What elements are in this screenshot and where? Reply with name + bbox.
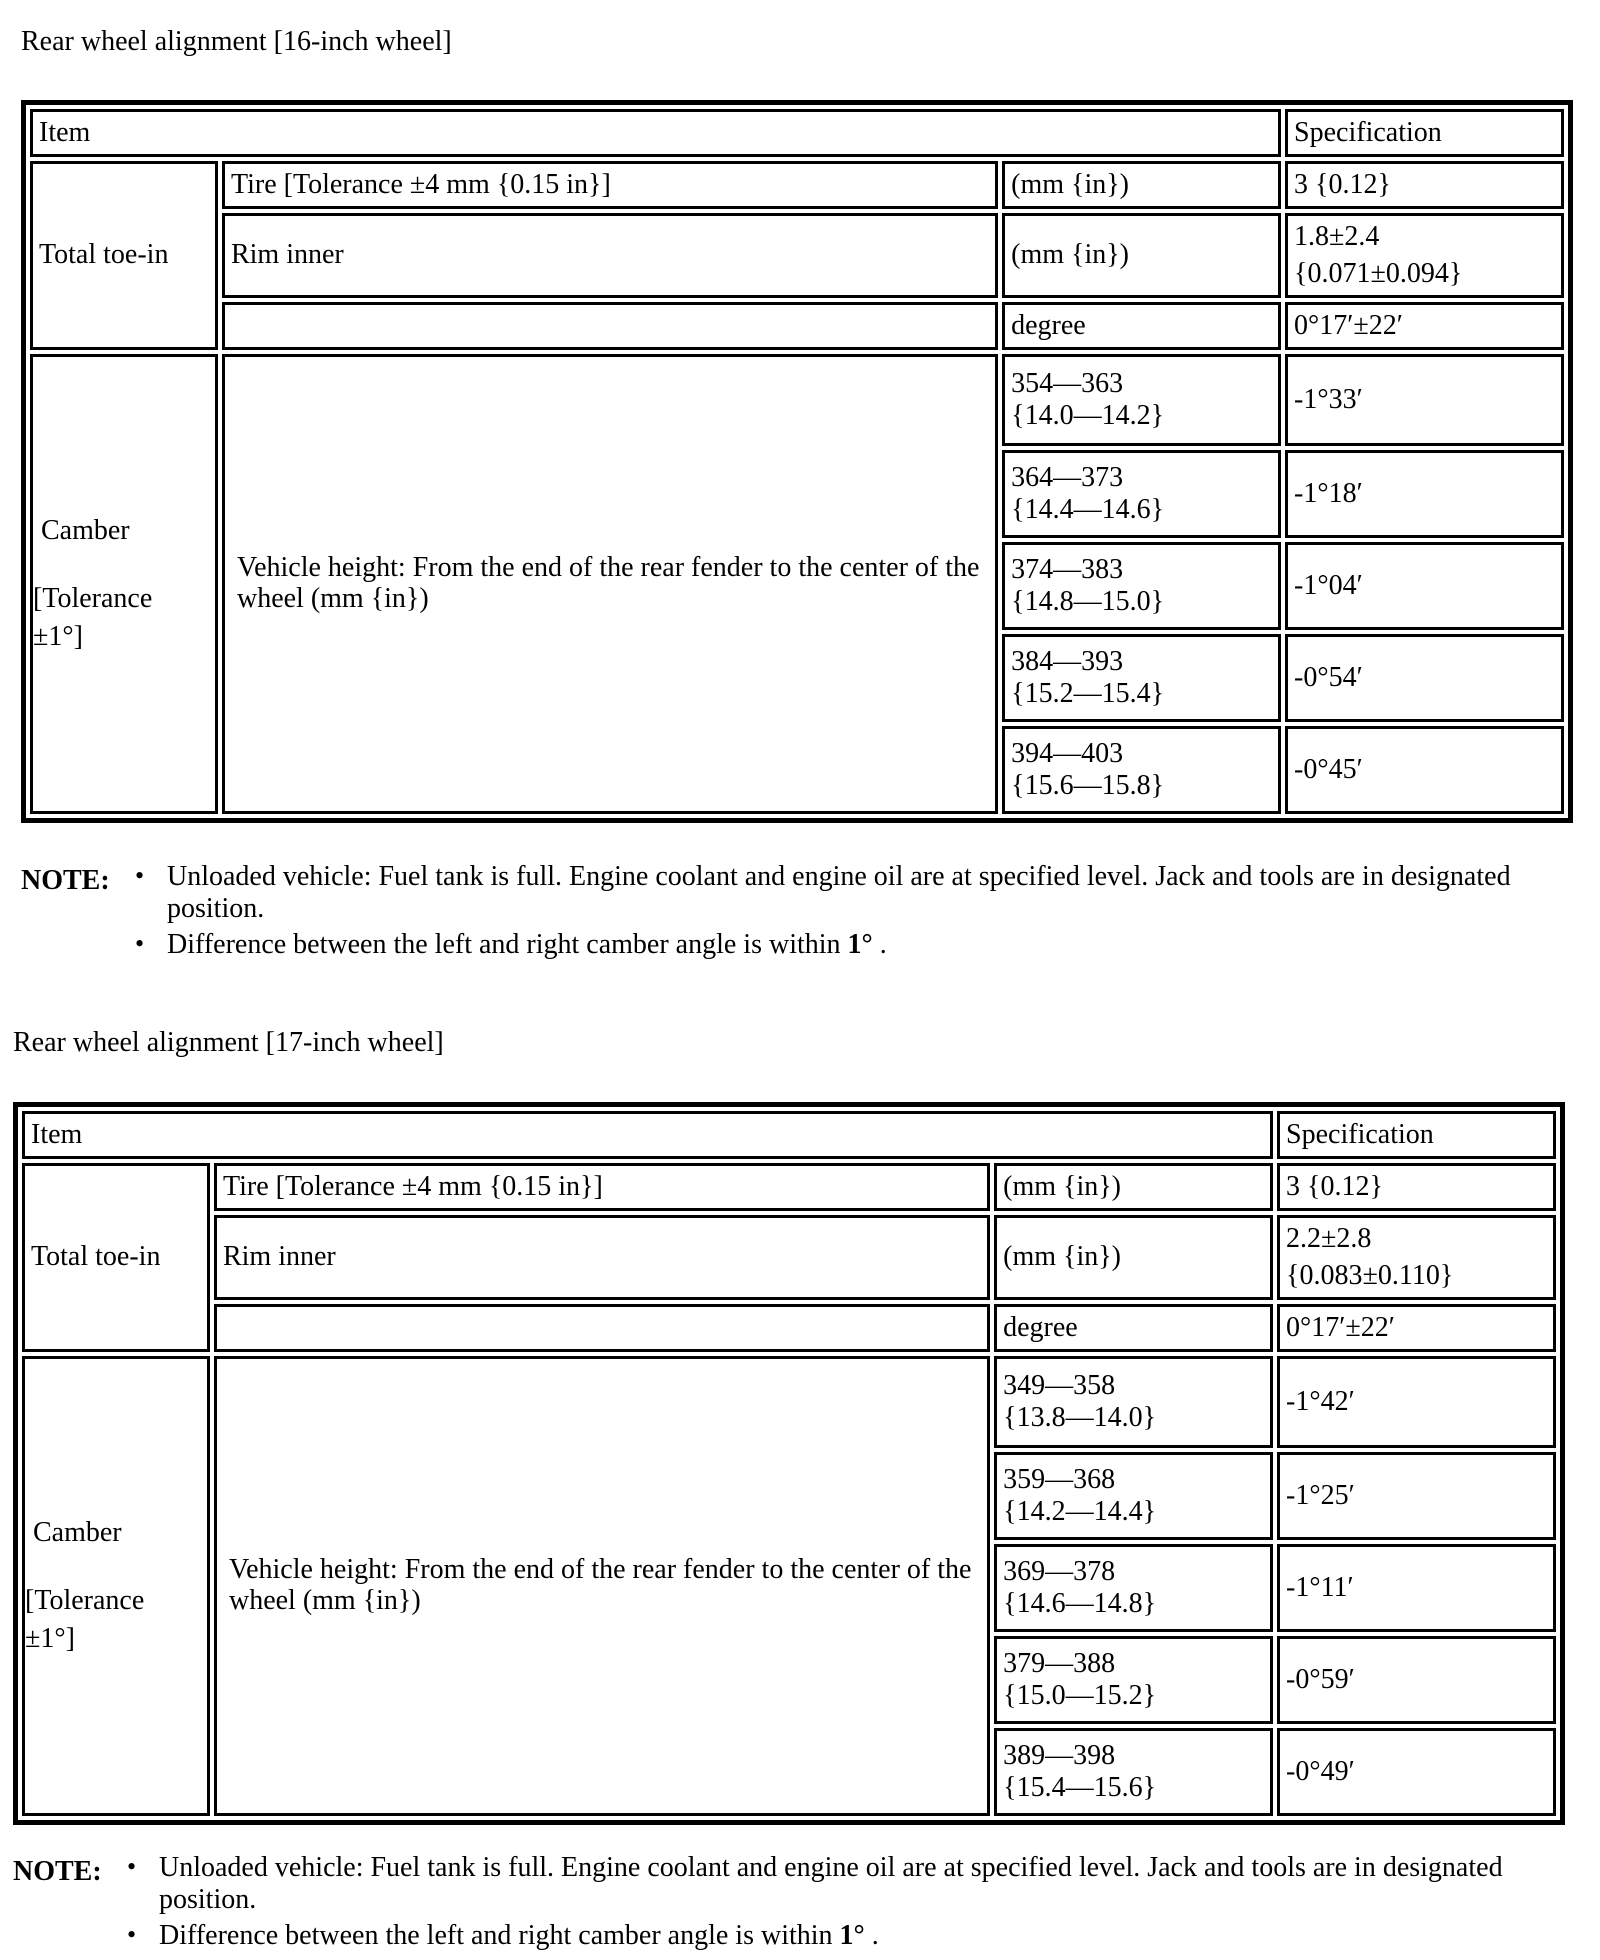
height-mm: 359—368 [1003, 1463, 1116, 1495]
tire-item: Tire [Tolerance ±4 mm {0.15 in}] [214, 1163, 990, 1211]
camber-height [994, 1544, 1273, 1632]
camber-height [1002, 634, 1281, 722]
tire-unit: (mm {in}) [1002, 161, 1281, 209]
note-text: Difference between the left and right camber angle is within [167, 929, 848, 961]
camber-spec: -1°04′ [1285, 542, 1564, 630]
note-text: Difference between the left and right camber angle is within [159, 1920, 840, 1952]
height-in: {15.4—15.6} [1003, 1771, 1157, 1803]
tire-spec: 3 {0.12} [1285, 161, 1564, 209]
rim-item: Rim inner [214, 1215, 990, 1301]
height-mm: 379—388 [1003, 1647, 1116, 1679]
camber-spec: -0°59′ [1277, 1636, 1556, 1724]
note-bullet-1: • Unloaded vehicle: Fuel tank is full. Engine coolant and engine oil are at specified level. Jack and tools are in designated position. [167, 861, 1591, 925]
camber-height [994, 1636, 1273, 1724]
camber-label-cell [30, 354, 218, 814]
camber-tolerance: [Tolerance ±1°] [33, 583, 153, 652]
camber-spec: -1°25′ [1277, 1452, 1556, 1540]
degree-spec: 0°17′±22′ [1285, 302, 1564, 350]
camber-height [994, 1452, 1273, 1540]
height-mm: 354—363 [1011, 367, 1124, 399]
header-specification: Specification [1285, 109, 1564, 157]
note-end: . [864, 1920, 879, 1952]
header-specification: Specification [1277, 1111, 1556, 1159]
degree-spec: 0°17′±22′ [1277, 1304, 1556, 1352]
camber-spec: -0°45′ [1285, 726, 1564, 814]
camber-label-cell [22, 1356, 210, 1816]
camber-spec: -0°54′ [1285, 634, 1564, 722]
camber-description [214, 1356, 990, 1816]
height-in: {14.8—15.0} [1011, 585, 1165, 617]
height-in: {15.2—15.4} [1011, 677, 1165, 709]
section-title: Rear wheel alignment [17-inch wheel] [13, 1027, 444, 1058]
camber-height [1002, 450, 1281, 538]
rim-spec [1277, 1215, 1556, 1301]
camber-height [994, 1356, 1273, 1448]
height-in: {14.2—14.4} [1003, 1495, 1157, 1527]
camber-description-text: Vehicle height: From the end of the rear fender to the center of the wheel (mm {in}) [236, 552, 980, 614]
height-mm: 384—393 [1011, 645, 1124, 677]
camber-height [1002, 542, 1281, 630]
header-item: Item [22, 1111, 1273, 1159]
camber-description [222, 354, 998, 814]
camber-spec: -1°18′ [1285, 450, 1564, 538]
rim-spec [1285, 213, 1564, 299]
degree-unit: degree [1002, 302, 1281, 350]
camber-height [1002, 354, 1281, 446]
camber-label: Camber [41, 515, 130, 547]
rim-unit: (mm {in}) [994, 1215, 1273, 1301]
height-in: {13.8—14.0} [1003, 1401, 1157, 1433]
camber-spec: -1°42′ [1277, 1356, 1556, 1448]
degree-item [214, 1304, 990, 1352]
rim-item: Rim inner [222, 213, 998, 299]
note [13, 1852, 1583, 1957]
height-in: {14.6—14.8} [1003, 1587, 1157, 1619]
note [21, 861, 1591, 966]
height-in: {15.6—15.8} [1011, 769, 1165, 801]
note-bullet-2 [159, 1920, 1583, 1952]
alignment-table [21, 100, 1573, 823]
camber-spec: -1°11′ [1277, 1544, 1556, 1632]
note-bullet-1: • Unloaded vehicle: Fuel tank is full. Engine coolant and engine oil are at specified level. Jack and tools are in designated position. [159, 1852, 1583, 1916]
note-bold: 1° [847, 929, 873, 961]
tire-item: Tire [Tolerance ±4 mm {0.15 in}] [222, 161, 998, 209]
height-mm: 369—378 [1003, 1555, 1116, 1587]
rim-unit: (mm {in}) [1002, 213, 1281, 299]
total-toe-in-label: Total toe-in [30, 161, 218, 350]
height-mm: 364—373 [1011, 461, 1124, 493]
section-title: Rear wheel alignment [16-inch wheel] [21, 26, 452, 57]
note-label: NOTE: [21, 865, 110, 896]
height-in: {14.0—14.2} [1011, 399, 1165, 431]
tire-spec: 3 {0.12} [1277, 1163, 1556, 1211]
total-toe-in-label: Total toe-in [22, 1163, 210, 1352]
rim-spec-in: {0.071±0.094} [1294, 258, 1463, 290]
height-mm: 394—403 [1011, 737, 1124, 769]
degree-item [222, 302, 998, 350]
alignment-table [13, 1102, 1565, 1825]
note-end: . [872, 929, 887, 961]
camber-spec: -0°49′ [1277, 1728, 1556, 1816]
note-bullet-2 [167, 929, 1591, 961]
camber-spec: -1°33′ [1285, 354, 1564, 446]
height-mm: 349—358 [1003, 1369, 1116, 1401]
height-mm: 374—383 [1011, 553, 1124, 585]
height-in: {14.4—14.6} [1011, 493, 1165, 525]
camber-label: Camber [33, 1517, 122, 1549]
camber-description-text: Vehicle height: From the end of the rear fender to the center of the wheel (mm {in}) [228, 1554, 972, 1616]
note-bold: 1° [839, 1920, 865, 1952]
rim-spec-mm: 2.2±2.8 [1286, 1222, 1372, 1254]
height-mm: 389—398 [1003, 1739, 1116, 1771]
rim-spec-in: {0.083±0.110} [1286, 1260, 1454, 1292]
tire-unit: (mm {in}) [994, 1163, 1273, 1211]
camber-height [1002, 726, 1281, 814]
rim-spec-mm: 1.8±2.4 [1294, 220, 1380, 252]
height-in: {15.0—15.2} [1003, 1679, 1157, 1711]
degree-unit: degree [994, 1304, 1273, 1352]
note-label: NOTE: [13, 1856, 102, 1887]
camber-tolerance: [Tolerance ±1°] [25, 1585, 145, 1654]
camber-height [994, 1728, 1273, 1816]
header-item: Item [30, 109, 1281, 157]
